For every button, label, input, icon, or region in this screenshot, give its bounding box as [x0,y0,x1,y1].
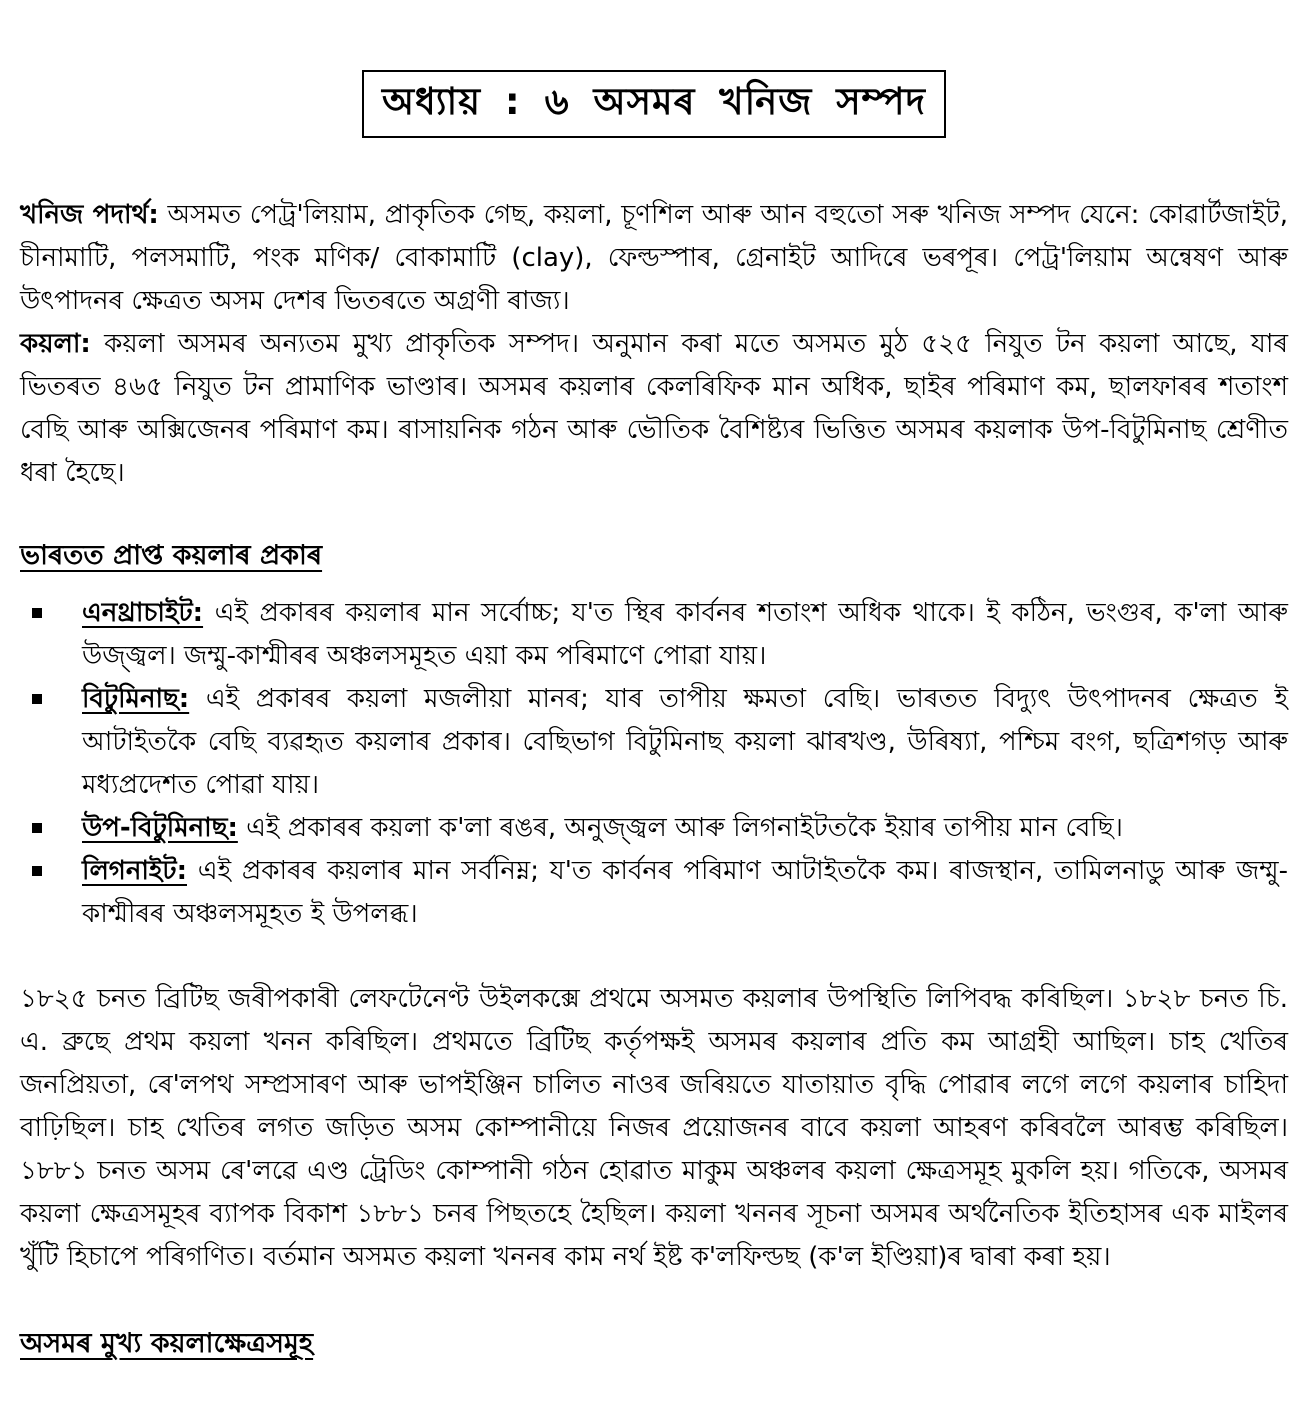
coal-type-term: লিগনাইট: [82,856,187,887]
list-item-anthracite [20,592,1288,678]
square-bullet-icon [32,694,42,704]
coal-type-description: এই প্ৰকাৰৰ কয়লাৰ মান সৰ্বোচ্চ; য'ত স্থিৰ কাৰ্বনৰ শতাংশ অধিক থাকে। ই কঠিন, ভংগুৰ, ক'লা আৰু উজ্জ্বল। জম্মু-কাশ্মীৰৰ অঞ্চলসমূহত এয়া কম পৰিমাণে পোৱা যায়। [82,598,1288,672]
list-item-sub-bituminous [20,807,1288,850]
coal-type-description: এই প্ৰকাৰৰ কয়লাৰ মান সৰ্বনিম্ন; য'ত কাৰ্বনৰ পৰিমাণ আটাইতকৈ কম। ৰাজস্থান, তামিলনাডু আৰু জম্মু-কাশ্মীৰৰ অঞ্চলসমূহত ই উপলব্ধ। [82,856,1288,930]
coal-type-description: এই প্ৰকাৰৰ কয়লা ক'লা ৰঙৰ, অনুজ্জ্বল আৰু লিগনাইটতকৈ ইয়াৰ তাপীয় মান বেছি। [237,813,1123,844]
minerals-body-text: অসমত পেট্ৰ'লিয়াম, প্ৰাকৃতিক গেছ, কয়লা, চূণশিল আৰু আন বহুতো সৰু খনিজ সম্পদ যেনে: কোৱাৰ্টজাইট, চীনামাটি, পলসমাটি, পংক মণিক/ বোকামাটি (clay), ফেল্ডস্পাৰ, গ্ৰেনাইট আদিৰে ভৰপূৰ। পেট্ৰ'লিয়াম অন্বেষণ আৰু উৎপাদনৰ ক্ষেত্ৰত অসম দেশৰ ভিতৰতে অগ্ৰণী ৰাজ্য। [20,200,1288,317]
title-row [20,70,1288,138]
list-item-lignite [20,850,1288,936]
list-item-bituminous [20,678,1288,807]
coal-types-list [20,592,1288,936]
section-heading-bottom-clipped: অসমৰ মুখ্য কয়লাক্ষেত্ৰসমূহ [20,1328,314,1360]
coal-type-term: বিটুমিনাছ: [82,684,190,715]
paragraph-coal-history: ১৮২৫ চনত ব্ৰিটিছ জৰীপকাৰী লেফটেনেণ্ট উইলকক্সে প্ৰথমে অসমত কয়লাৰ উপস্থিতি লিপিবদ্ধ কৰিছিল। ১৮২৮ চনত চি. এ. ব্ৰুছে প্ৰথম কয়লা খনন কৰিছিল। প্ৰথমতে ব্ৰিটিছ কৰ্তৃপক্ষই অসমৰ কয়লাৰ প্ৰতি কম আগ্ৰহী আছিল। চাহ খেতিৰ জনপ্ৰিয়তা, ৰে'লপথ সম্প্ৰসাৰণ আৰু ভাপইঞ্জিন চালিত নাওৰ জৰিয়তে যাতায়াত বৃদ্ধি পোৱাৰ লগে লগে কয়লাৰ চাহিদা বাঢ়িছিল। চাহ খেতিৰ লগত জড়িত অসম কোম্পানীয়ে নিজৰ প্ৰয়োজনৰ বাবে কয়লা আহৰণ কৰিবলৈ আৰম্ভ কৰিছিল। ১৮৮১ চনত অসম ৰে'লৱে এণ্ড ট্ৰেডিং কোম্পানী গঠন হোৱাত মাকুম অঞ্চলৰ কয়লা ক্ষেত্ৰসমূহ মুকলি হয়। গতিকে, অসমৰ কয়লা ক্ষেত্ৰসমূহৰ ব্যাপক বিকাশ ১৮৮১ চনৰ পিছতহে হৈছিল। কয়লা খননৰ সূচনা অসমৰ অৰ্থনৈতিক ইতিহাসৰ এক মাইলৰ খুঁটি হিচাপে পৰিগণিত। বৰ্তমান অসমত কয়লা খননৰ কাম নৰ্থ ইষ্ট ক'লফিল্ডছ (ক'ল ইণ্ডিয়া)ৰ দ্বাৰা কৰা হয়। [20,984,1288,1273]
document-page [0,70,1310,1402]
chapter-title-box [362,70,946,138]
chapter-title: অধ্যায় : ৬ অসমৰ খনিজ সম্পদ [382,80,926,123]
minerals-lead-label: খনিজ পদাৰ্থ: [20,200,159,231]
square-bullet-icon [32,866,42,876]
paragraph-coal-overview [20,323,1288,495]
coal-type-term: উপ-বিটুমিনাছ: [82,813,238,844]
paragraph-mineral-substances [20,194,1288,323]
square-bullet-icon [32,608,42,618]
square-bullet-icon [32,823,42,833]
coal-body-text: কয়লা অসমৰ অন্যতম মুখ্য প্ৰাকৃতিক সম্পদ। অনুমান কৰা মতে অসমত মুঠ ৫২৫ নিযুত টন কয়লা আছে, যাৰ ভিতৰত ৪৬৫ নিযুত টন প্ৰামাণিক ভাণ্ডাৰ। অসমৰ কয়লাৰ কেলৰিফিক মান অধিক, ছাইৰ পৰিমাণ কম, ছালফাৰৰ শতাংশ বেছি আৰু অক্সিজেনৰ পৰিমাণ কম। ৰাসায়নিক গঠন আৰু ভৌতিক বৈশিষ্ট্যৰ ভিত্তিত অসমৰ কয়লাক উপ-বিটুমিনাছ শ্ৰেণীত ধৰা হৈছে। [20,329,1288,489]
coal-type-term: এনথ্ৰাচাইট: [82,598,204,629]
section-heading-coal-types: ভাৰতত প্ৰাপ্ত কয়লাৰ প্ৰকাৰ [20,540,323,572]
coal-type-description: এই প্ৰকাৰৰ কয়লা মজলীয়া মানৰ; যাৰ তাপীয় ক্ষমতা বেছি। ভাৰতত বিদ্যুৎ উৎপাদনৰ ক্ষেত্ৰত ই আটাইতকৈ বেছি ব্যৱহৃত কয়লাৰ প্ৰকাৰ। বেছিভাগ বিটুমিনাছ কয়লা ঝাৰখণ্ড, উৰিষ্যা, পশ্চিম বংগ, ছত্ৰিশগড় আৰু মধ্যপ্ৰদেশত পোৱা যায়। [82,684,1288,801]
coal-lead-label: কয়লা: [20,329,91,360]
